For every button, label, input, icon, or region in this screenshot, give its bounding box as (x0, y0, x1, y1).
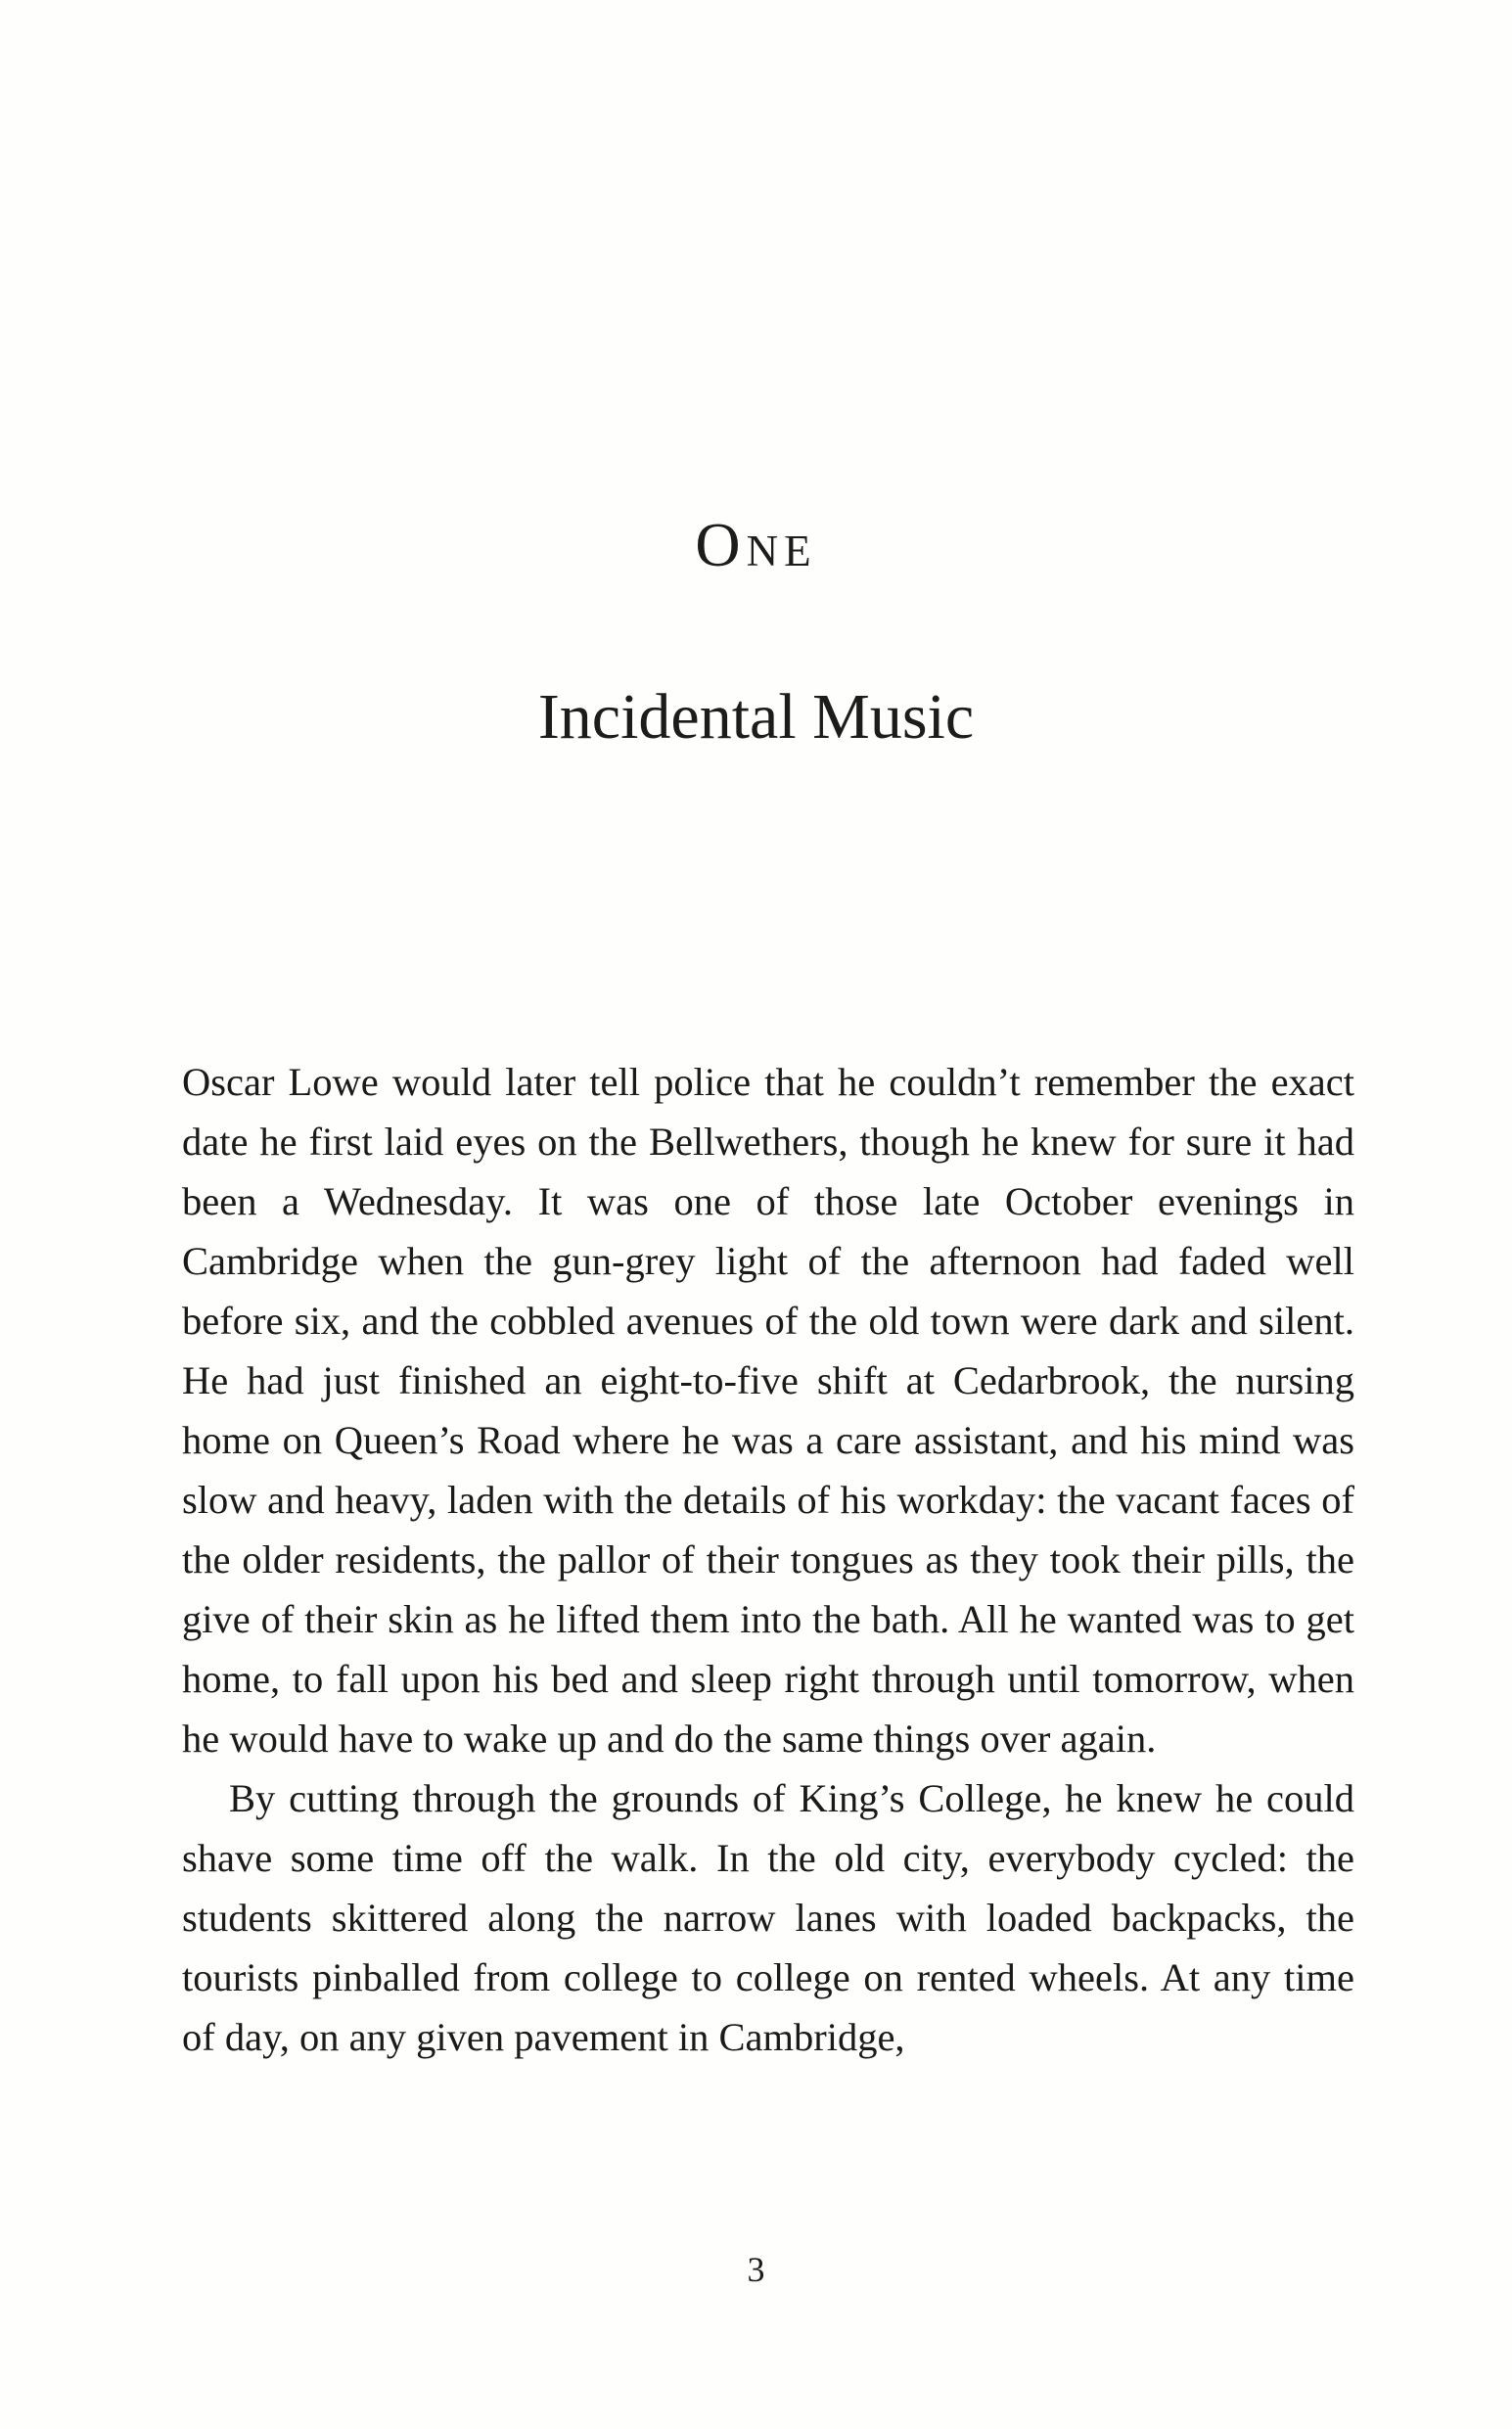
chapter-body (182, 1052, 1354, 2067)
chapter-title: Incidental Music (537, 681, 975, 753)
paragraph-2: By cutting through the grounds of King’s College, he knew he could shave some time off the walk. In the old city, everybody cycled: the students skittered along the narrow lanes with loaded backpacks, the tourists pinballed from college to college on rented wheels. At any time of day, on any given pavement in Cambridge, (182, 1776, 1354, 2059)
page-number: 3 (747, 2250, 765, 2289)
paragraph-1: Oscar Lowe would later tell police that he couldn’t remember the exact date he first laid eyes on the Bellwethers, though he knew for sure it had been a Wednesday. It was one of those late October evenings in Cambridge when the gun-grey light of the afternoon had faded well before six, and the cobbled avenues of the old town were dark and silent. He had just finished an eight-to-five shift at Cedarbrook, the nursing home on Queen’s Road where he was a care assistant, and his mind was slow and heavy, laden with the details of his workday: the vacant faces of the older residents, the pallor of their tongues as they took their pills, the give of their skin as he lifted them into the bath. All he wanted was to get home, to fall upon his bed and sleep right through until tomorrow, when he would have to wake up and do the same things over again. (182, 1060, 1354, 1761)
chapter-number: One (695, 510, 817, 579)
